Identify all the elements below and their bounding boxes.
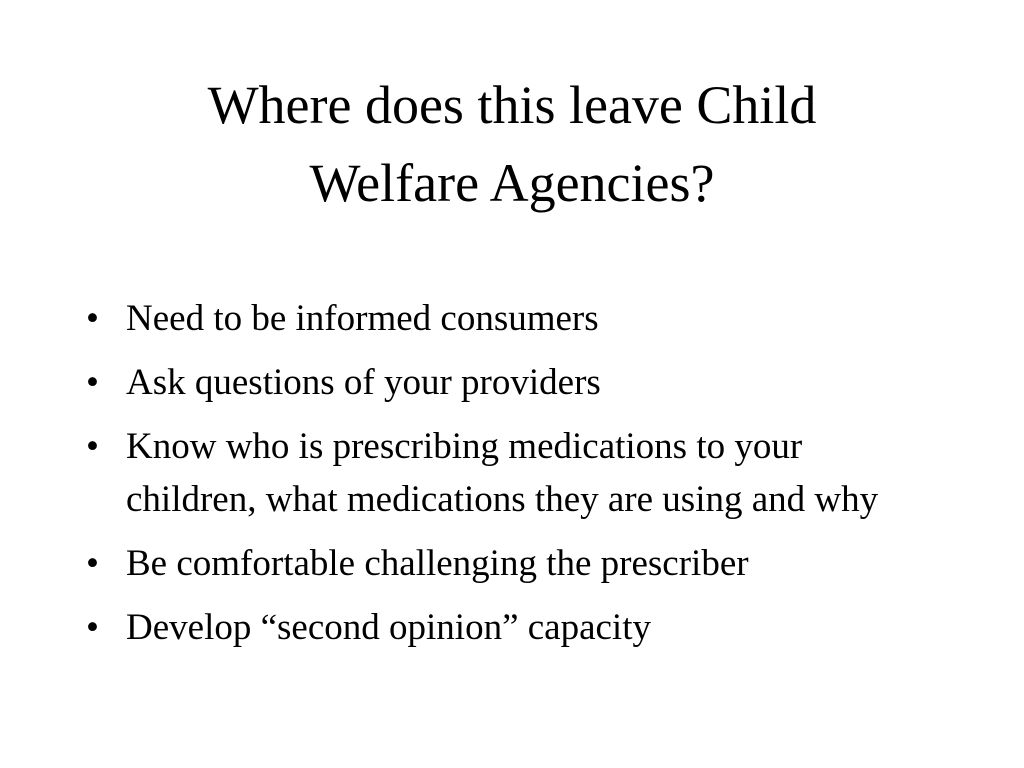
bullet-icon: • (86, 362, 99, 403)
slide-title (0, 66, 1024, 222)
bullet-icon: • (86, 426, 99, 467)
bullet-text: Ask questions of your providers (126, 362, 601, 403)
bullet-text: Know who is prescribing medications to your children, what medications they are using and why (126, 426, 879, 520)
bullet-list (86, 292, 916, 665)
bullet-item-second-opinion (86, 601, 916, 654)
slide-title-line-2: Welfare Agencies? (309, 153, 715, 213)
bullet-item-ask-questions (86, 356, 916, 409)
bullet-item-challenge-prescriber (86, 537, 916, 590)
bullet-text: Develop “second opinion” capacity (126, 607, 651, 648)
bullet-icon: • (86, 607, 99, 648)
bullet-icon: • (86, 298, 99, 339)
slide-title-line-1: Where does this leave Child (207, 75, 817, 135)
bullet-text: Be comfortable challenging the prescriber (126, 543, 749, 584)
bullet-text: Need to be informed consumers (126, 298, 599, 339)
bullet-icon: • (86, 543, 99, 584)
bullet-item-know-prescriber (86, 420, 916, 526)
bullet-item-informed-consumers (86, 292, 916, 345)
